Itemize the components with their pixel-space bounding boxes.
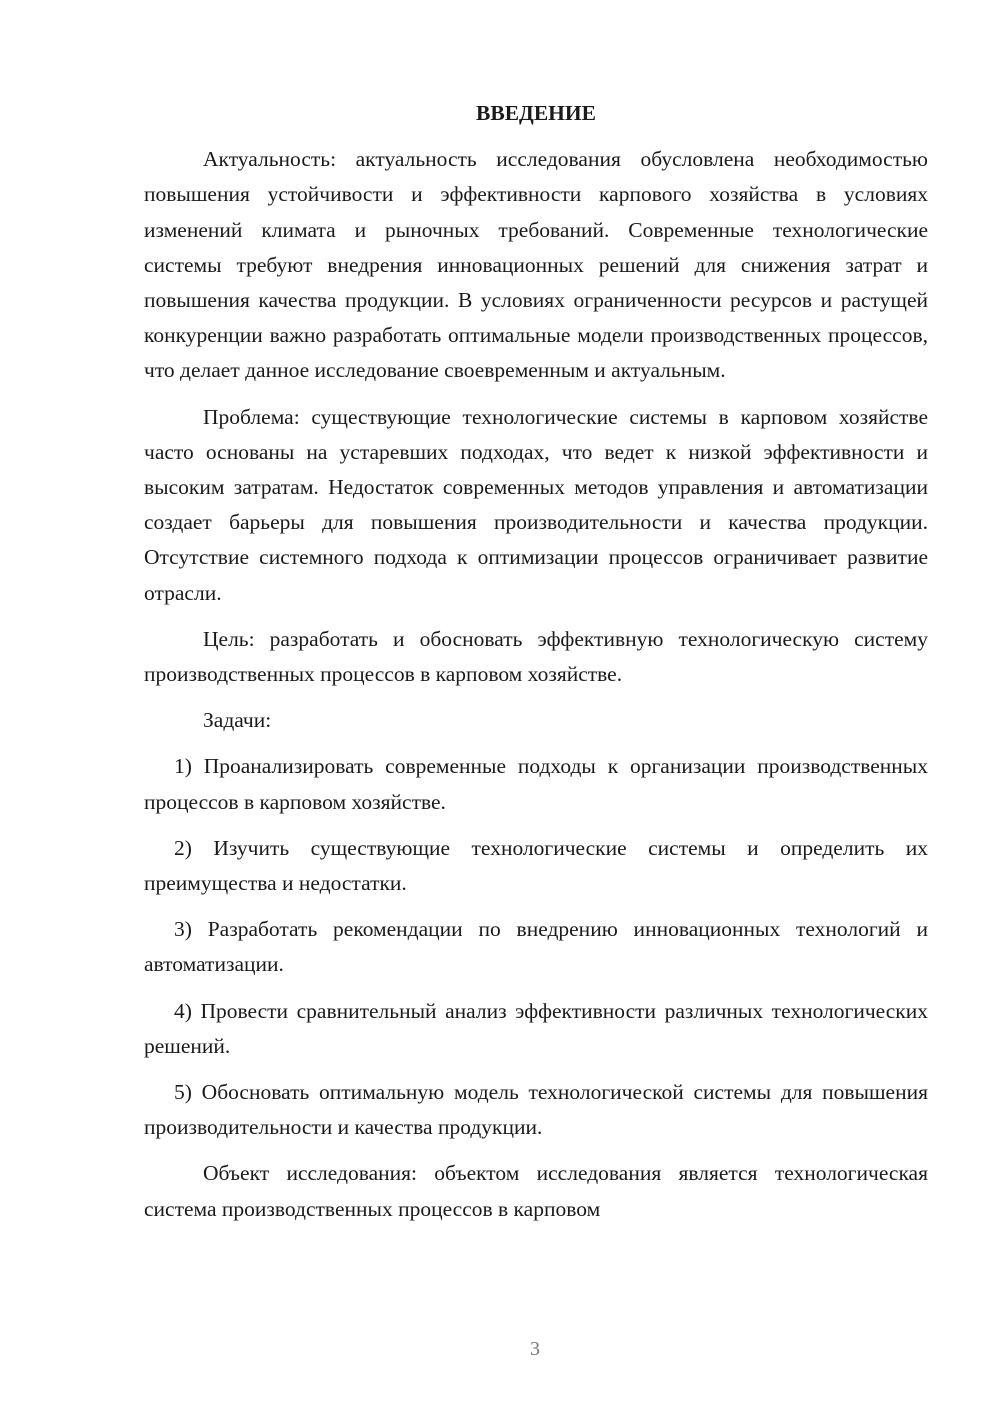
tasks-label: Задачи:	[203, 708, 272, 733]
task-item: 1) Проанализировать современные подходы к организации производственных процессов в карповом хозяйстве.	[144, 754, 928, 814]
task-item: 5) Обосновать оптимальную модель технологической системы для повышения производительности и качества продукции.	[144, 1080, 928, 1140]
goal-paragraph: Цель: разработать и обосновать эффективную технологическую систему производственных процессов в карповом хозяйстве.	[144, 626, 928, 687]
relevance-paragraph: Актуальность: актуальность исследования обусловлена необходимостью повышения устойчивости и эффективности карпового хозяйства в условиях изменений климата и рыночных требований. Современные технологические системы требуют внедрения инновационных решений для снижения затрат и повышения качества продукции. В условиях ограниченности ресурсов и растущей конкуренции важно разработать оптимальные модели производственных процессов, что делает данное исследование своевременным и актуальным.	[144, 147, 928, 383]
page-number: 3	[530, 1338, 540, 1360]
problem-paragraph: Проблема: существующие технологические системы в карповом хозяйстве часто основаны на устаревших подходах, что ведет к низкой эффективности и высоким затратам. Недостаток современных методов управления и автоматизации создает барьеры для повышения производительности и качества продукции. Отсутствие системного подхода к оптимизации процессов ограничивает развитие отрасли.	[144, 404, 928, 605]
task-item: 2) Изучить существующие технологические системы и определить их преимущества и недостатки.	[144, 835, 928, 896]
object-paragraph: Объект исследования: объектом исследования является технологическая система производственных процессов в карповом	[144, 1161, 928, 1221]
task-item: 3) Разработать рекомендации по внедрению инновационных технологий и автоматизации.	[144, 917, 928, 977]
page-content	[144, 96, 928, 1227]
task-item: 4) Провести сравнительный анализ эффективности различных технологических решений.	[144, 998, 928, 1058]
section-heading: ВВЕДЕНИЕ	[476, 101, 596, 125]
